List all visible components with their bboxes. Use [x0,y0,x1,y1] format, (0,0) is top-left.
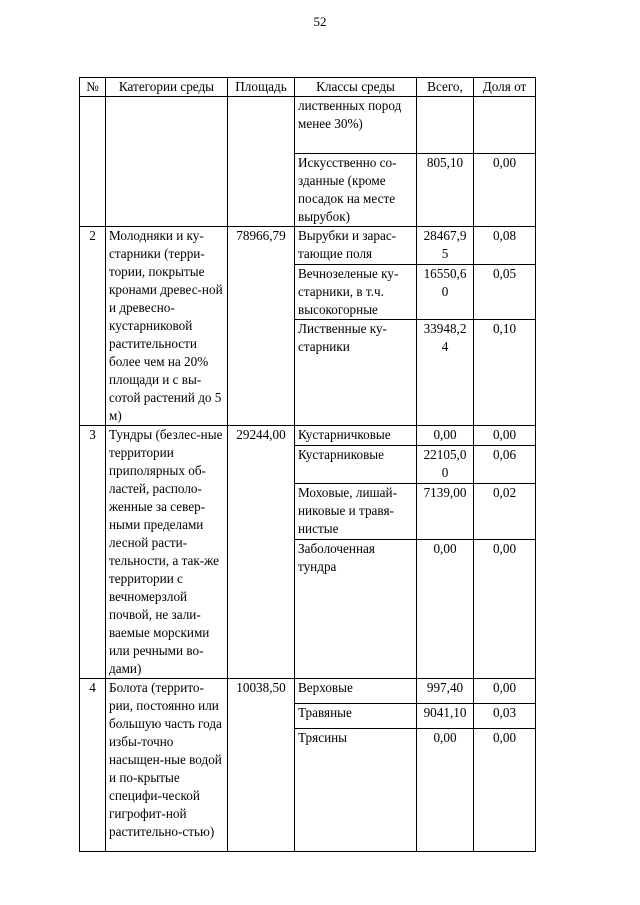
cell-class: Верховые [295,679,417,704]
cell-share: 0,02 [474,483,536,540]
header-num: № [80,78,106,97]
page-number: 52 [313,14,327,29]
cell-share: 0,08 [474,227,536,265]
header-share: Доля от [474,78,536,97]
header-row [80,78,536,97]
header-total: Всего, [417,78,474,97]
cell-share: 0,00 [474,679,536,704]
cell-category: Болота (террито-рии, постоянно или большую часть года избы-точно насыщен-ные водой и по-крытые специфи-ческой гигрофит-ной растительно-стью) [106,679,228,852]
cell-class: Травяные [295,704,417,729]
header-classes: Классы среды [295,78,417,97]
cell-total: 0,00 [417,729,474,852]
table-row [80,97,536,154]
cell-share [474,97,536,154]
cell-class: Лиственные ку-старники [295,320,417,426]
cell-area: 10038,50 [228,679,295,852]
cell-class: Вырубки и зарас-тающие поля [295,227,417,265]
cell-class: Заболоченная тундра [295,540,417,679]
cell-area: 78966,79 [228,227,295,426]
cell-category: Молодняки и ку-старники (терри-тории, покрытые кронами древес-ной и древесно-кустарниковой растительности более чем на 20% площади и с вы-сотой растений до 5 м) [106,227,228,426]
cell-class: лиственных пород менее 30%) [295,97,417,154]
cell-num: 3 [80,426,106,679]
cell-class: Моховые, лишай-никовые и травя-нистые [295,483,417,540]
table-row [80,227,536,265]
cell-category: Тундры (безлес-ные территории приполярных об-ластей, располо-женные за север-ными пределами лесной расти-тельности, а так-же территории с вечномерзлой почвой, не зали-ваемые морскими или речными во-дами) [106,426,228,679]
cell-total: 16550,6 0 [417,265,474,320]
cell-share: 0,00 [474,729,536,852]
environment-table [79,77,536,852]
cell-share: 0,06 [474,445,536,483]
cell-total: 22105,0 0 [417,445,474,483]
cell-class: Искусственно со-зданные (кроме посадок на месте вырубок) [295,154,417,227]
cell-share: 0,10 [474,320,536,426]
cell-share: 0,03 [474,704,536,729]
cell-share: 0,00 [474,540,536,679]
cell-total: 9041,10 [417,704,474,729]
cell-num: 4 [80,679,106,852]
cell-num: 2 [80,227,106,426]
cell-total: 7139,00 [417,483,474,540]
cell-area: 29244,00 [228,426,295,679]
cell-area [228,97,295,227]
cell-share: 0,05 [474,265,536,320]
cell-total: 0,00 [417,540,474,679]
header-area: Площадь [228,78,295,97]
cell-share: 0,00 [474,154,536,227]
table-row [80,679,536,704]
cell-num [80,97,106,227]
cell-total: 33948,2 4 [417,320,474,426]
cell-total: 805,10 [417,154,474,227]
cell-category [106,97,228,227]
cell-share: 0,00 [474,426,536,446]
cell-class: Кустарниковые [295,445,417,483]
cell-total: 0,00 [417,426,474,446]
cell-class: Трясины [295,729,417,852]
cell-total: 28467,9 5 [417,227,474,265]
cell-class: Вечнозеленые ку-старники, в т.ч. высокогорные [295,265,417,320]
cell-class: Кустарничковые [295,426,417,446]
cell-total: 997,40 [417,679,474,704]
cell-total [417,97,474,154]
header-category: Категории среды [106,78,228,97]
table-row [80,426,536,446]
